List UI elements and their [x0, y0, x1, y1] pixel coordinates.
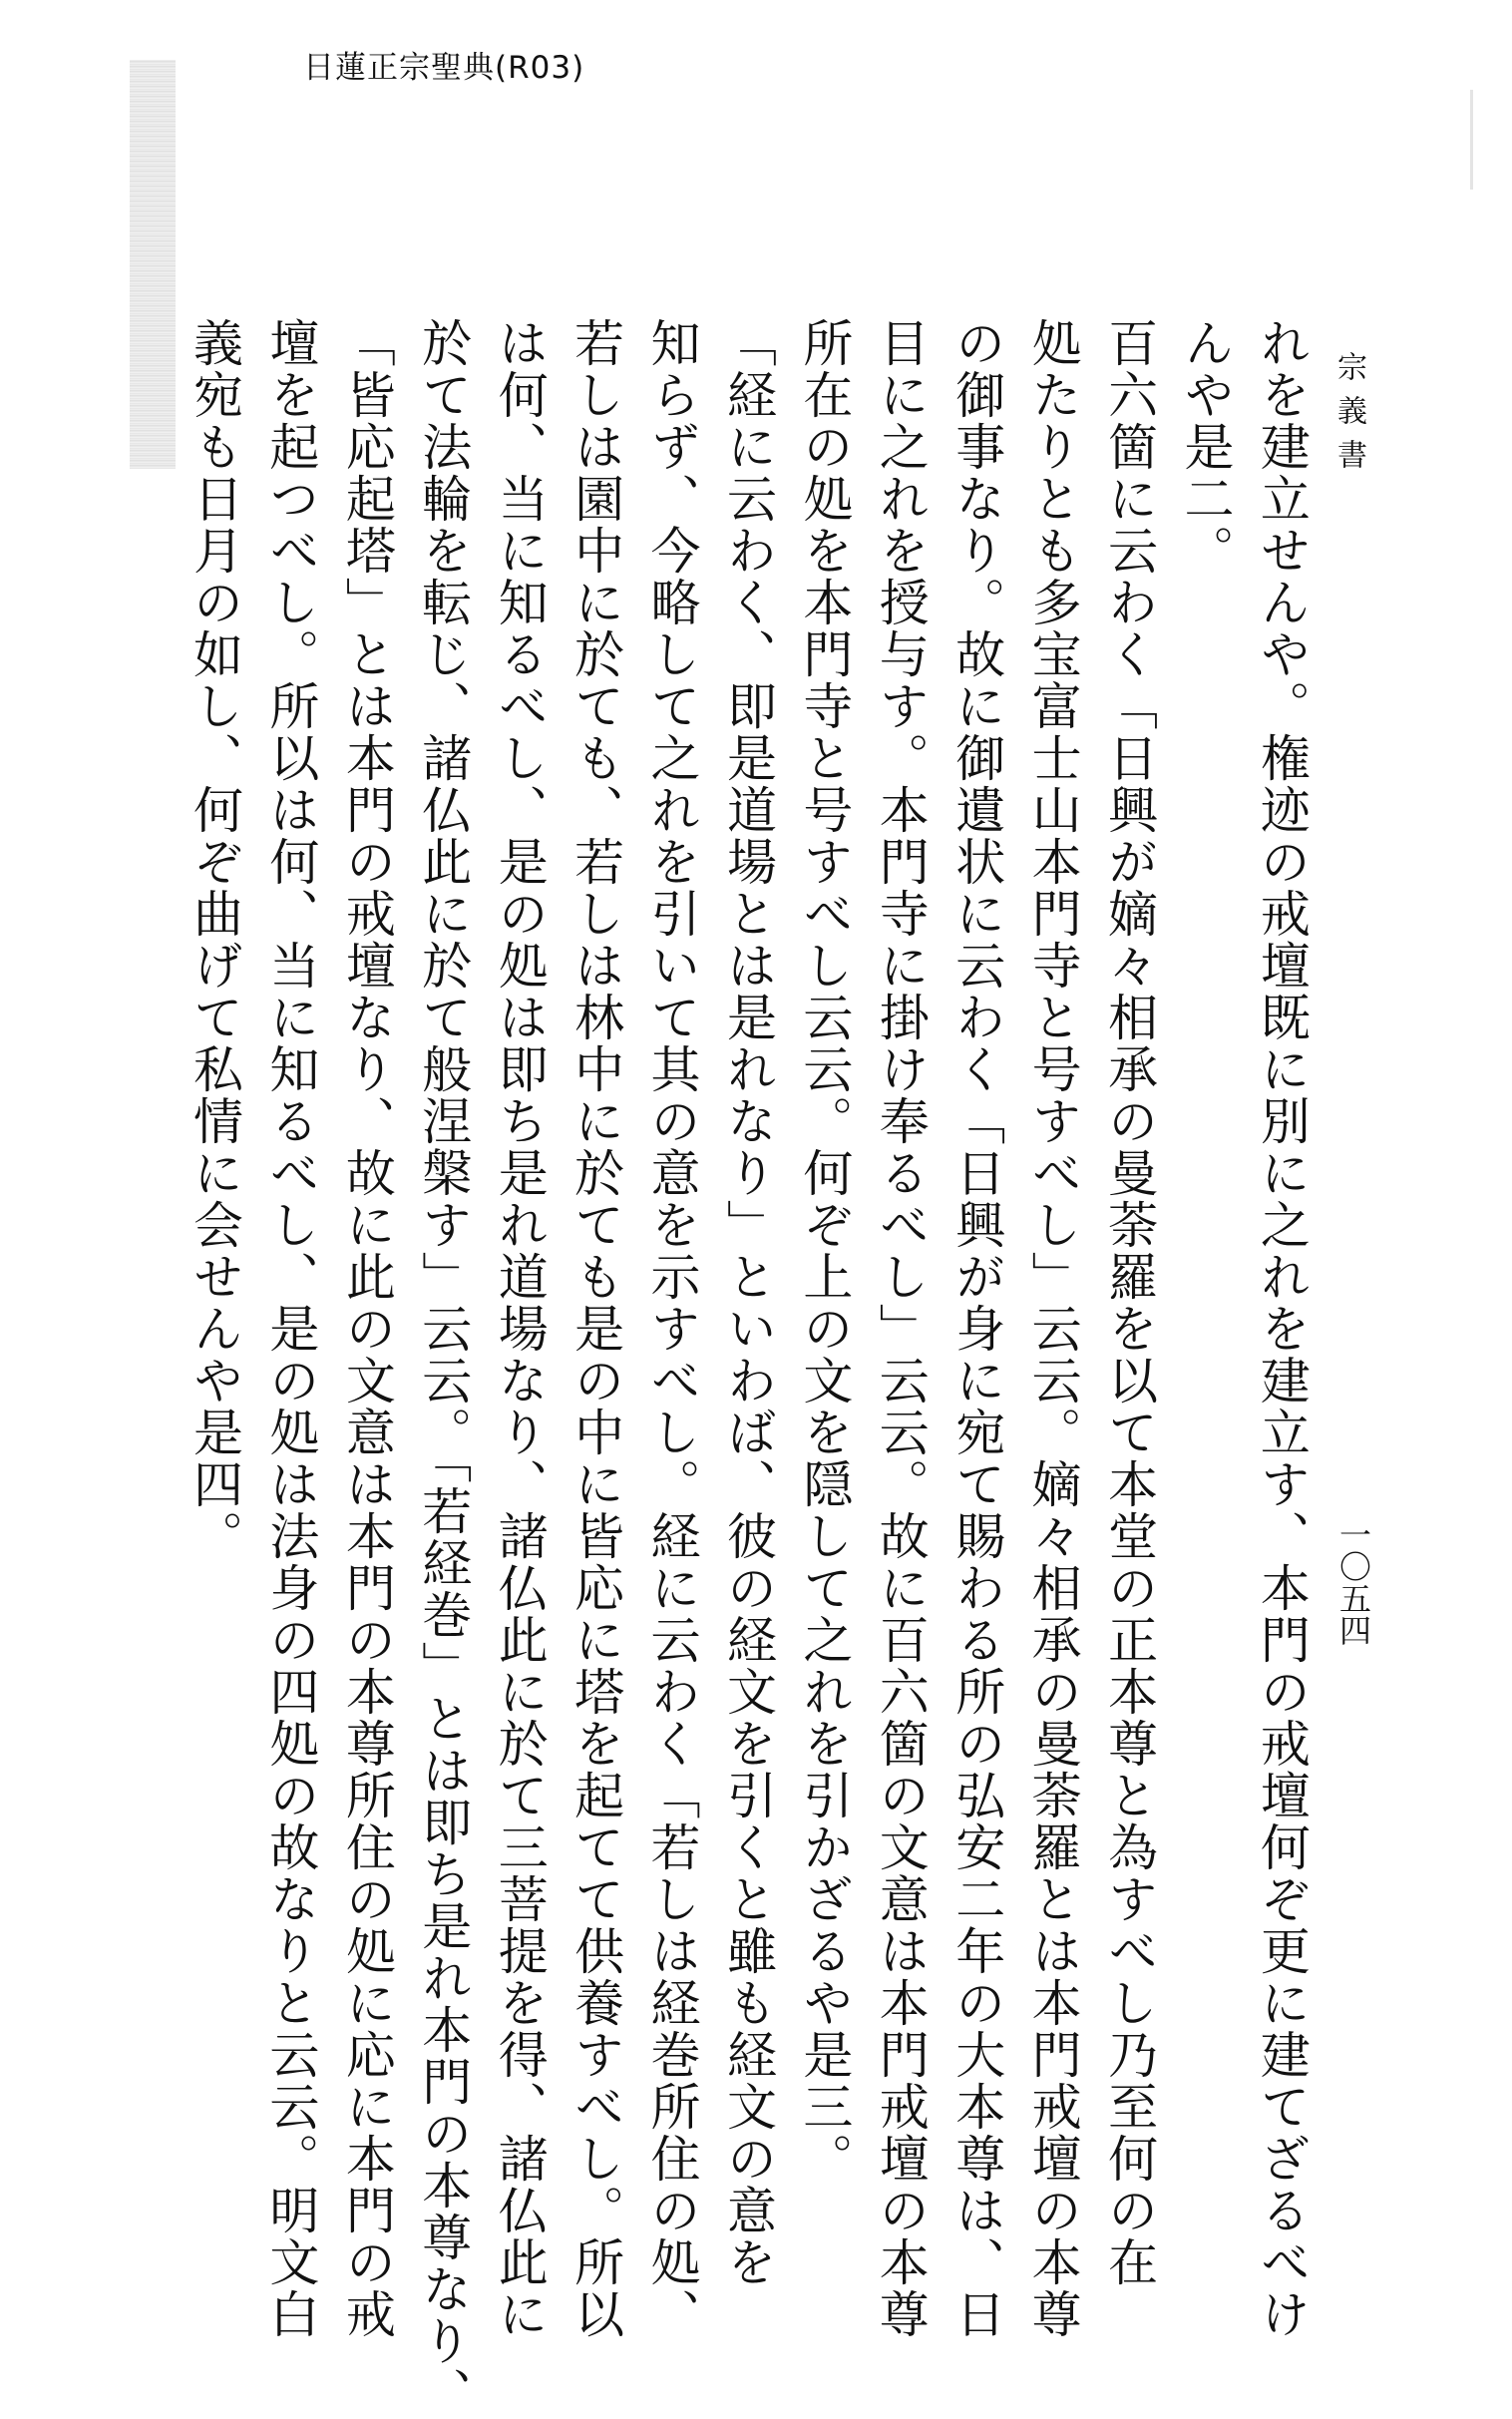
text-column: 所在の処を本門寺と号すべし云云。何ぞ上の文を隠して之れを引かざるや是三。 — [795, 317, 854, 2185]
scan-edge-shading — [130, 60, 176, 469]
text-column: 於て法輪を転じ、諸仏此に於て般涅槃す」云云。「若経巻」とは即ち是れ本門の本尊なり、 — [414, 317, 473, 2419]
text-column: 「皆応起塔」とは本門の戒壇なり、故に此の文意は本門の本尊所住の処に応に本門の戒 — [337, 317, 396, 2340]
text-column: 若しは園中に於ても、若しは林中に於ても是の中に皆応に塔を起てて供養すべし。所以 — [567, 317, 625, 2340]
text-column: 「経に云わく、即是道場とは是れなり」といわば、彼の経文を引くと雖も経文の意を — [718, 317, 777, 2288]
text-column: 処たりとも多宝富士山本門寺と号すべし」云云。嫡々相承の曼荼羅とは本門戒壇の本尊 — [1023, 317, 1082, 2340]
text-column: は何、当に知るべし、是の処は即ち是れ道場なり、諸仏此に於て三菩提を得、諸仏此に — [490, 317, 549, 2340]
scan-edge-mark — [1470, 90, 1473, 190]
main-text-body — [185, 317, 1312, 2419]
text-column: 目に之れを授与す。本門寺に掛け奉るべし」云云。故に百六箇の文意は本門戒壇の本尊 — [871, 317, 930, 2340]
text-column: の御事なり。故に御遺状に云わく「日興が身に宛て賜わる所の弘安二年の大本尊は、日 — [947, 317, 1006, 2340]
document-id: 日蓮正宗聖典(R03) — [303, 50, 585, 86]
text-column: 百六箇に云わく「日興が嫡々相承の曼荼羅を以て本堂の正本尊と為すべし乃至何の在 — [1100, 317, 1159, 2288]
page-number: 一〇五四 — [1334, 1518, 1372, 1646]
text-column: れを建立せんや。権迹の戒壇既に別に之れを建立す、本門の戒壇何ぞ更に建てざるべけ — [1252, 317, 1311, 2340]
running-title: 宗義書 — [1331, 351, 1366, 483]
text-column: 義宛も日月の如し、何ぞ曲げて私情に会せんや是四。 — [186, 317, 243, 1562]
text-column: んや是二。 — [1176, 317, 1235, 577]
text-column: 壇を起つべし。所以は何、当に知るべし、是の処は法身の四処の故なりと云云。明文白 — [261, 317, 320, 2340]
text-column: 知らず、今略して之れを引いて其の意を示すべし。経に云わく「若しは経巻所住の処、 — [642, 317, 701, 2340]
